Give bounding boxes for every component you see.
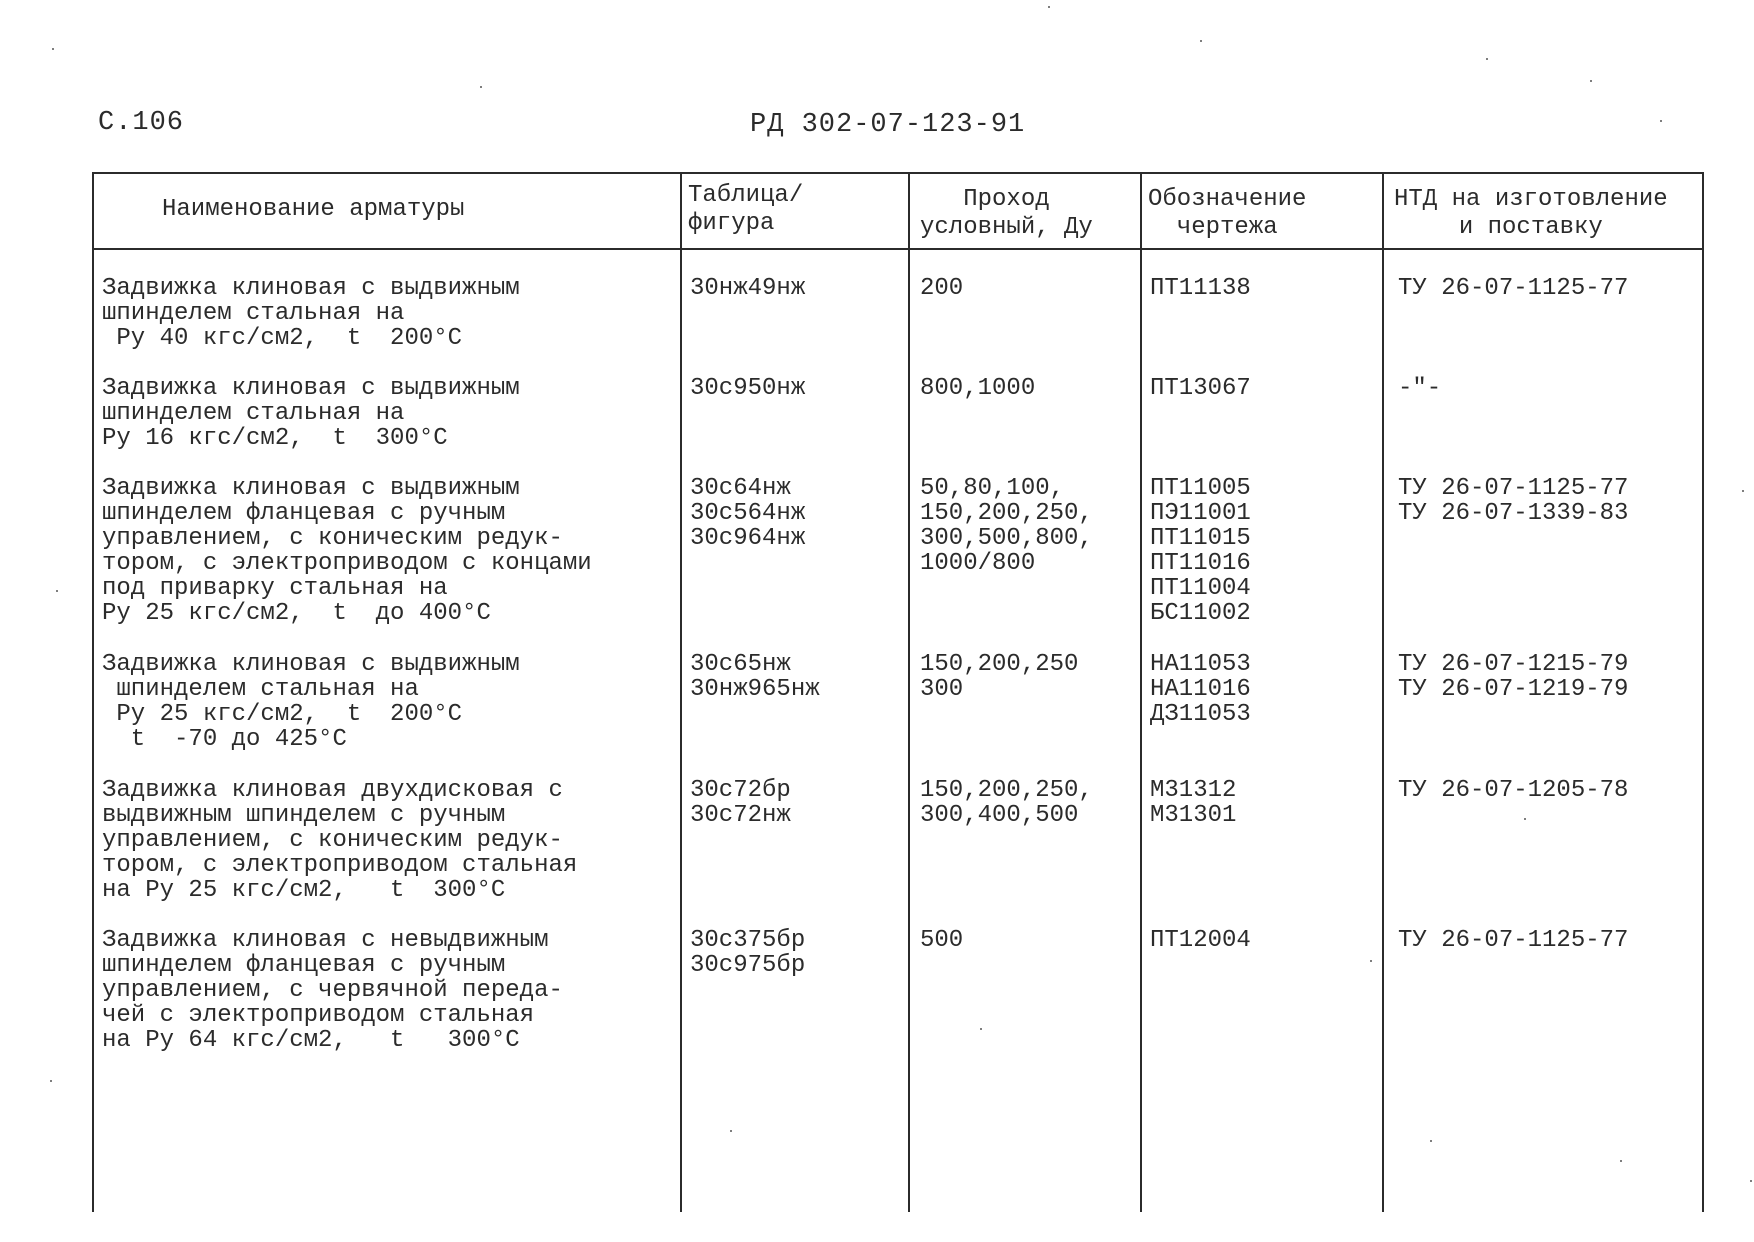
cell-drawing: ПТ12004	[1150, 927, 1251, 954]
cell-diameter: 800,1000	[920, 375, 1036, 402]
column-header-figure: Таблица/ фигура	[688, 182, 804, 237]
column-header-diameter: Проход условный, Ду	[920, 186, 1093, 241]
column-divider	[1140, 172, 1142, 1212]
cell-diameter: 150,200,250 300	[920, 651, 1079, 703]
cell-name: Задвижка клиновая с выдвижным шпинделем стальная на Ру 25 кгс/см2, t 200°С t -70 до 425°С	[102, 651, 520, 753]
column-header-ntd: НТД на изготовление и поставку	[1394, 186, 1668, 241]
cell-name: Задвижка клиновая с выдвижным шпинделем стальная на Ру 40 кгс/см2, t 200°С	[102, 275, 520, 352]
cell-ntd: ТУ 26-07-1125-77 ТУ 26-07-1339-83	[1398, 475, 1629, 527]
cell-figure: 30с64нж 30с564нж 30с964нж	[690, 475, 806, 552]
cell-name: Задвижка клиновая с выдвижным шпинделем стальная на Ру 16 кгс/см2, t 300°С	[102, 375, 520, 452]
cell-ntd: ТУ 26-07-1125-77	[1398, 927, 1629, 954]
cell-diameter: 50,80,100, 150,200,250, 300,500,800, 1000/800	[920, 475, 1093, 577]
cell-ntd: -"-	[1398, 375, 1442, 402]
cell-figure: 30с65нж 30нж965нж	[690, 651, 820, 703]
column-divider	[680, 172, 682, 1212]
cell-ntd: ТУ 26-07-1205-78	[1398, 777, 1629, 804]
cell-figure: 30с950нж	[690, 375, 806, 402]
cell-name: Задвижка клиновая с невыдвижным шпинделем фланцевая с ручным управлением, с червячной переда- чей с электроприводом стальная на Ру 64 кгс/см2, t 300°С	[102, 927, 563, 1054]
cell-figure: 30нж49нж	[690, 275, 806, 302]
column-header-name: Наименование арматуры	[162, 196, 465, 223]
cell-ntd: ТУ 26-07-1125-77	[1398, 275, 1629, 302]
cell-diameter: 200	[920, 275, 964, 302]
header-divider	[92, 248, 1704, 250]
cell-name: Задвижка клиновая с выдвижным шпинделем фланцевая с ручным управлением, с коническим редук- тором, с электроприводом с концами под приварку стальная на Ру 25 кгс/см2, t до 400°С	[102, 475, 592, 627]
cell-figure: 30с72бр 30с72нж	[690, 777, 791, 829]
cell-name: Задвижка клиновая двухдисковая с выдвижным шпинделем с ручным управлением, с коническим редук- тором, с электроприводом стальная на Ру 25 кгс/см2, t 300°С	[102, 777, 578, 904]
page-number: С.106	[98, 108, 185, 138]
cell-ntd: ТУ 26-07-1215-79 ТУ 26-07-1219-79	[1398, 651, 1629, 703]
cell-diameter: 500	[920, 927, 964, 954]
cell-drawing: ПТ11138	[1150, 275, 1251, 302]
column-divider	[1382, 172, 1384, 1212]
cell-diameter: 150,200,250, 300,400,500	[920, 777, 1093, 829]
cell-drawing: ПТ11005 ПЭ11001 ПТ11015 ПТ11016 ПТ11004 БС11002	[1150, 475, 1251, 627]
document-code: РД 302-07-123-91	[750, 110, 1026, 140]
column-divider	[908, 172, 910, 1212]
cell-drawing: М31312 М31301	[1150, 777, 1237, 829]
cell-figure: 30с375бр 30с975бр	[690, 927, 806, 979]
cell-drawing: ПТ13067	[1150, 375, 1251, 402]
cell-drawing: НА11053 НА11016 ДЗ11053	[1150, 651, 1251, 728]
column-header-drawing: Обозначение чертежа	[1148, 186, 1307, 241]
